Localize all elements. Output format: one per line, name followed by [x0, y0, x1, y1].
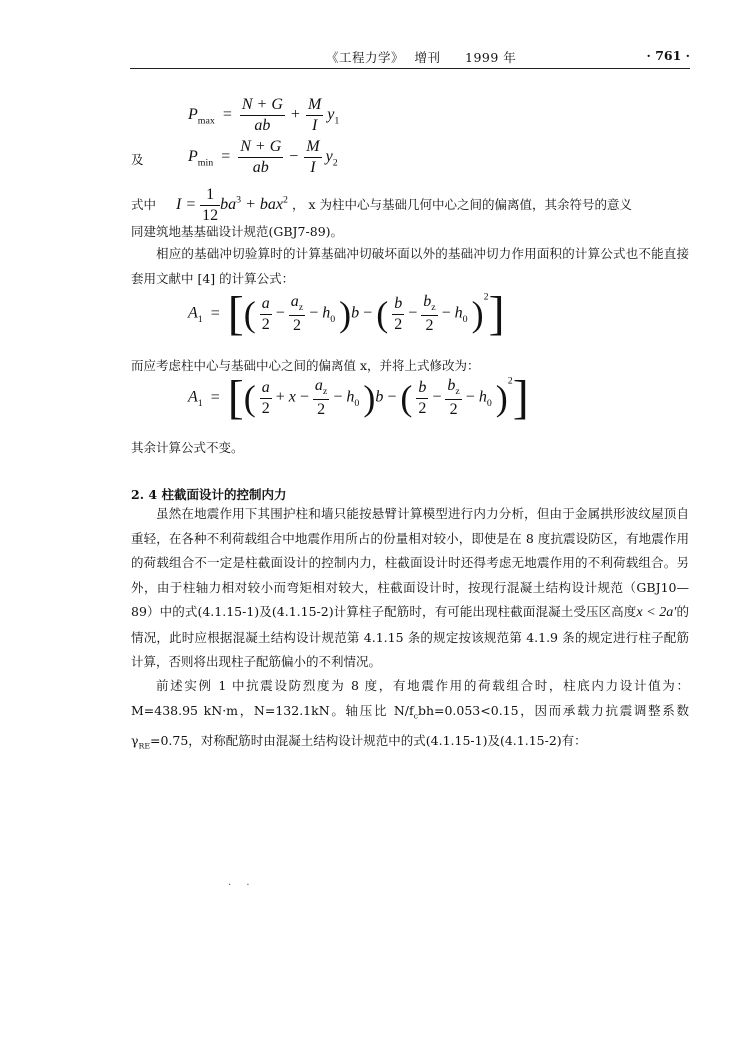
formula-a1-modified: $A_1$ = [( $\frac{a}{2}$ + x − $\frac{a_z}{2}$ − $h_0$ )b − ( $\frac{b}{2}$ − $\frac{b_z}{2}$ − $h_0$ )$^2$] — [188, 371, 529, 424]
page-number: · 761 · — [646, 48, 690, 63]
paragraph-remaining-unchanged: 其余计算公式不变。 — [131, 440, 244, 455]
formula-pmin: $P_{min}$ = $\frac{N + G}{ab}$ − $\frac{M}{I}$ $y_2$ — [188, 138, 338, 176]
formula-inertia-line: 式中 I = $\frac{1}{12}$ $ba^3 + bax^2$ ， x 为柱中心与基础几何中心之间的偏离值，其余符号的意义 — [131, 186, 632, 224]
paragraph-column-design: 虽然在地震作用下其围护柱和墙只能按悬臂计算模型进行内力分析，但由于金属拱形波纹屋顶自重轻，在各种不利荷载组合中地震作用所占的份量相对较小，即使是在 8 度抗震设防区，有地震作用的荷载组合不一定是柱截面设计的控制内力，柱截面设计时还得考虑无地震作用的不利荷载组合。另外，由于柱轴力相对较小而弯矩相对较大，柱截面设计时，按现行混凝土结构设计规范（GBJ10—89）中的式(4.1.15-1)及(4.1.15-2)计算柱子配筋时，有可能出现柱截面混凝土受压区高度x < 2a′的情况，此时应根据混凝土结构设计规范第 4.1.15 条的规定按该规范第 4.1.9 条的规定进行柱子配筋计算，否则将出现柱子配筋偏小的不利情况。 — [131, 506, 689, 669]
header-journal-line — [326, 48, 522, 66]
header-rule — [130, 68, 690, 69]
formula-pmax: $P_{max}$ = $\frac{N + G}{ab}$ + $\frac{M}{I}$ $y_1$ — [188, 96, 340, 134]
scan-marks: · · — [228, 880, 256, 891]
formula-pmin-prefix: 及 — [131, 152, 144, 167]
paragraph-punching-intro: 相应的基础冲切验算时的计算基础冲切破坏面以外的基础冲切力作用面积的计算公式也不能直接套用文献中 [4] 的计算公式： — [131, 246, 689, 286]
inertia-note: x 为柱中心与基础几何中心之间的偏离值，其余符号的意义 — [308, 197, 632, 213]
journal-name: 《工程力学》 — [326, 50, 405, 65]
gbj-reference-line: 同建筑地基基础设计规范(GBJ7-89)。 — [131, 224, 344, 239]
header-year: 1999 年 — [465, 50, 517, 65]
section-heading-2-4: 2. 4 柱截面设计的控制内力 — [131, 487, 287, 502]
paragraph-example-one: 前述实例 1 中抗震设防烈度为 8 度，有地震作用的荷载组合时，柱底内力设计值为：M=438.95 kN·m，N=132.1kN。轴压比 $N/f_cbh=0.053<0.15$，因而承载力抗震调整系数 $\gamma_{RE}=0.75$，对称配筋时由混凝土结构设计规范中的式(4.1.15-1)及(4.1.15-2)有： — [131, 678, 689, 750]
running-header — [130, 48, 690, 68]
paragraph-modify-intro: 而应考虑柱中心与基础中心之间的偏离值 x，并将上式修改为： — [131, 358, 480, 373]
formula-a1-original: $A_1$ = [( $\frac{a}{2}$ − $\frac{a_z}{2}$ − $h_0$ )b − ( $\frac{b}{2}$ − $\frac{b_z}{2}$ − $h_0$ )$^2$] — [188, 287, 505, 340]
inertia-prefix: 式中 — [131, 197, 157, 213]
supplement-label: 增刊 — [414, 50, 441, 65]
